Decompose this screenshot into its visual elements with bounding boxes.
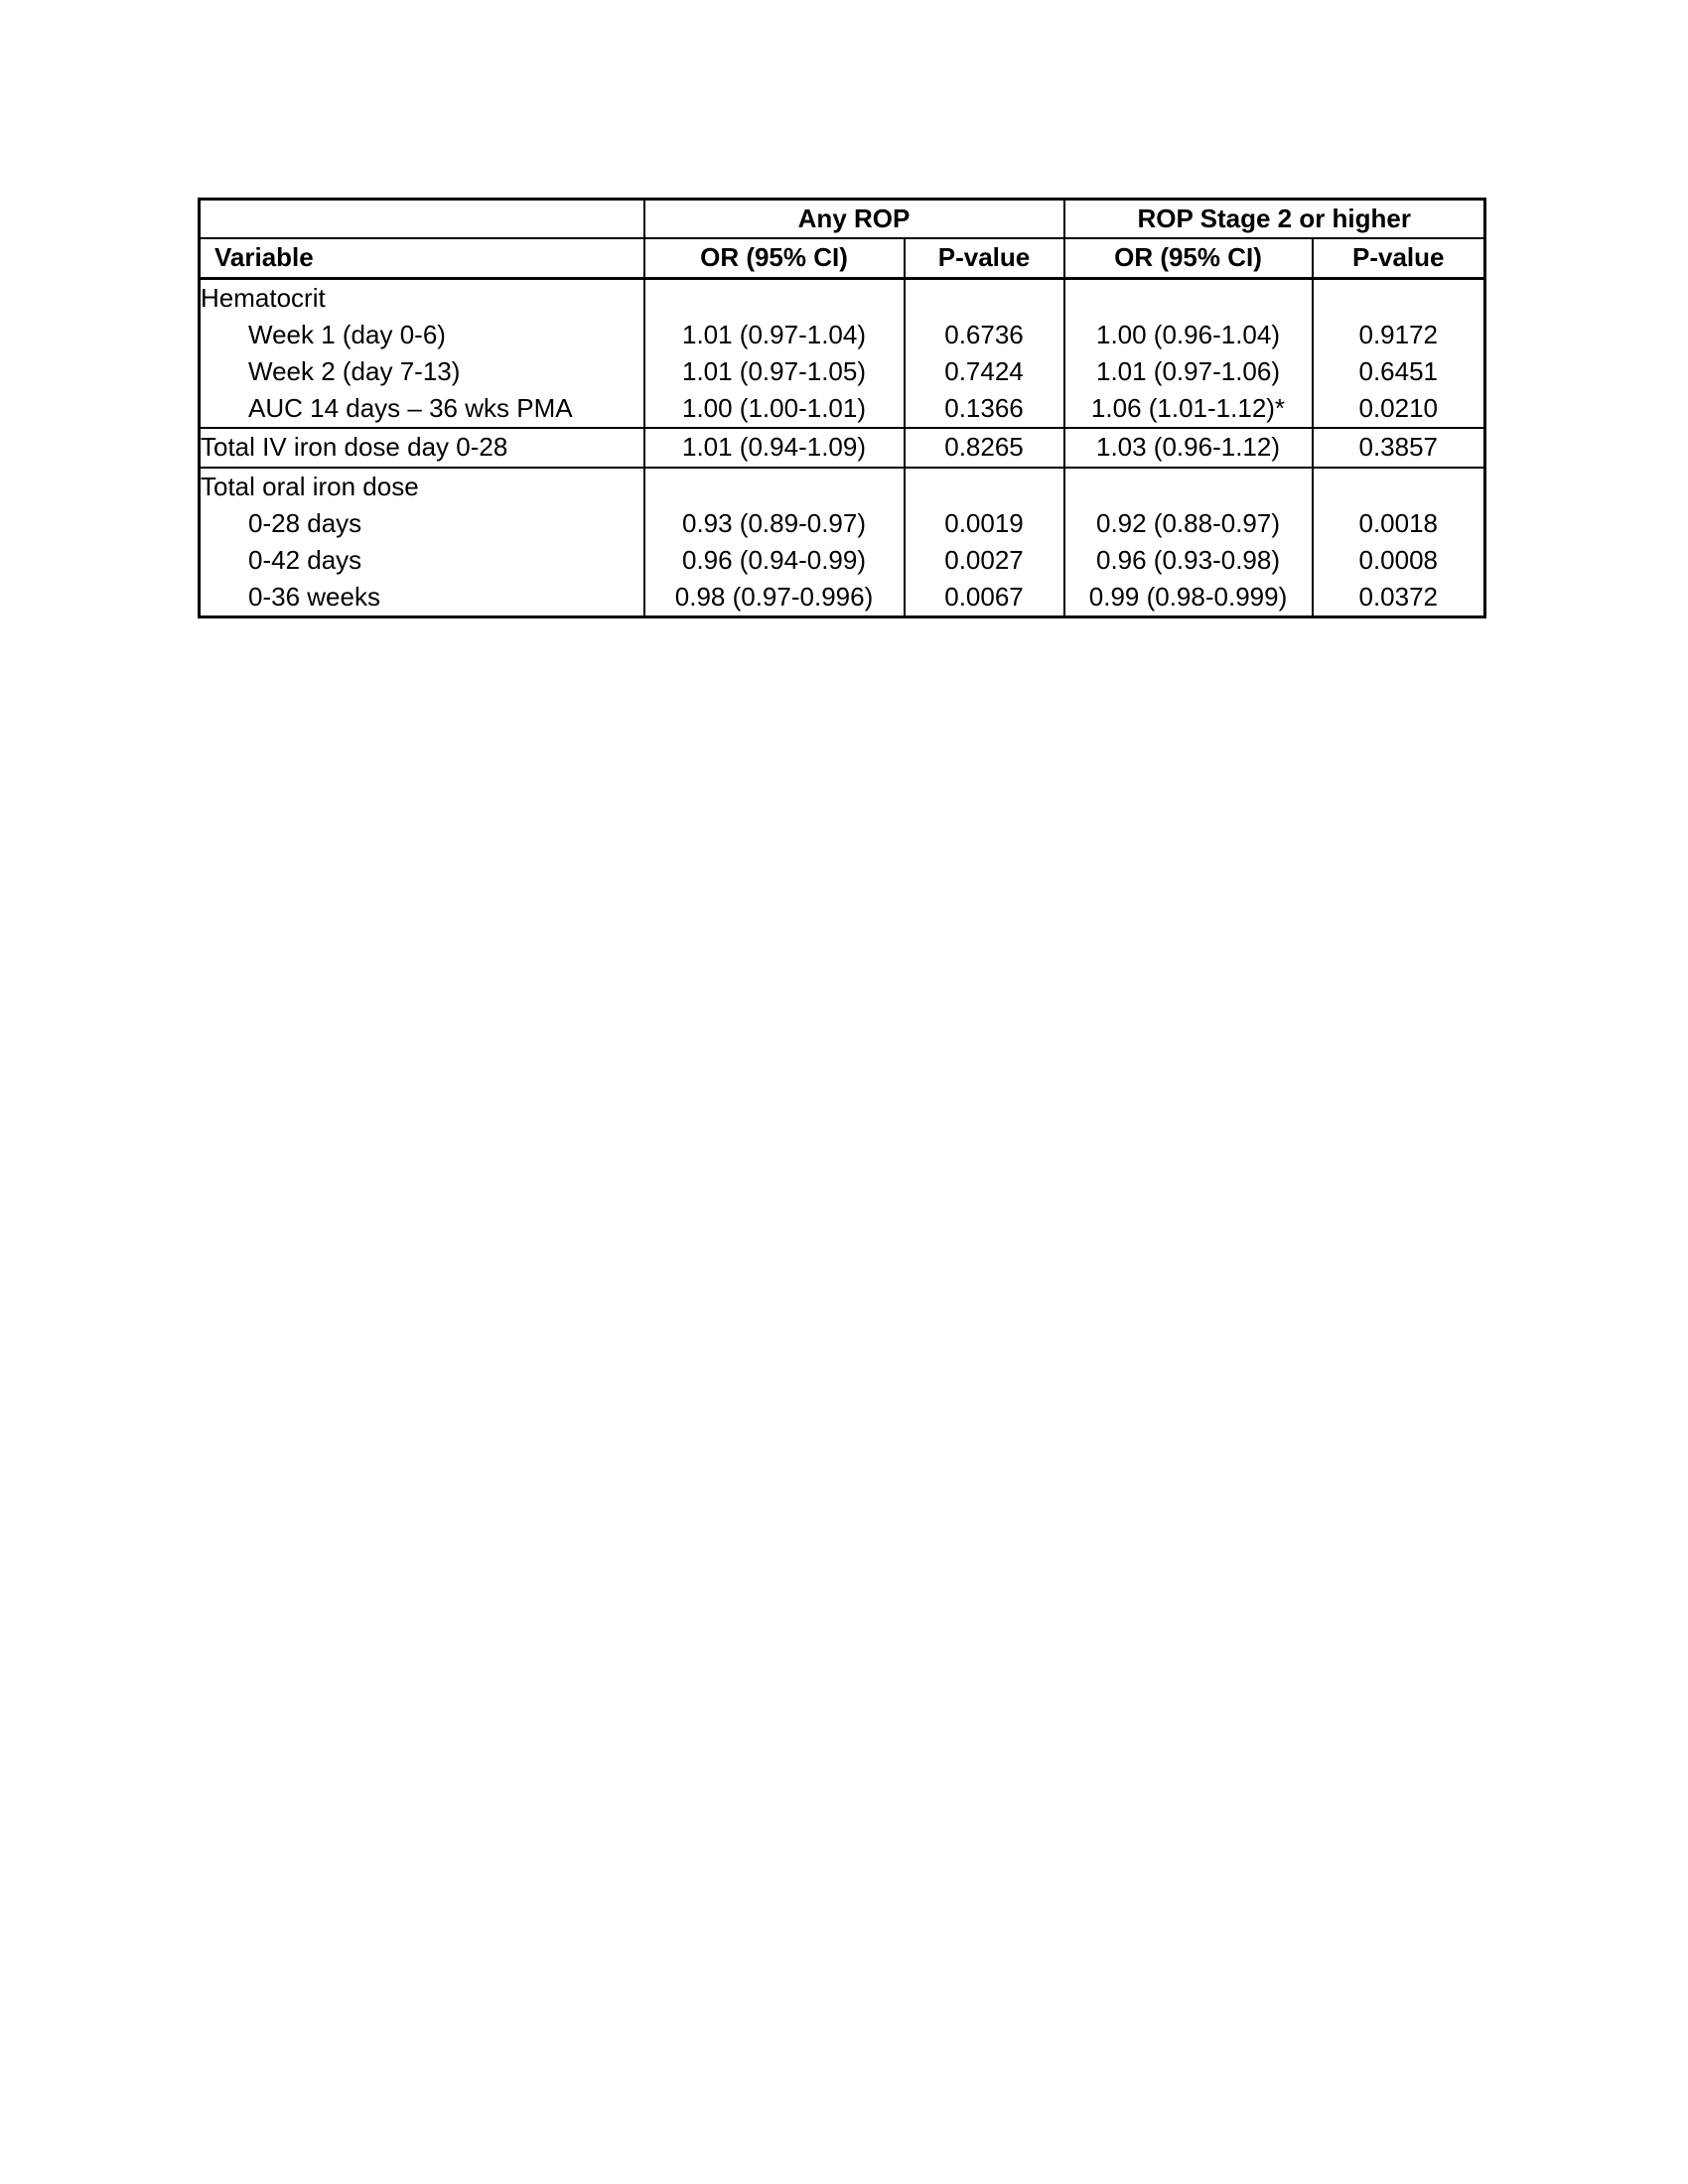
p-any-cell: 0.0027: [905, 542, 1064, 579]
group-header-blank: [200, 200, 644, 239]
row-label: Week 2 (day 7-13): [248, 356, 461, 386]
table-cell: [1064, 279, 1313, 318]
or-any-cell: 1.01 (0.97-1.05): [644, 353, 905, 390]
or-stage2-cell: 1.03 (0.96-1.12): [1064, 428, 1313, 468]
or-stage2-cell: 1.00 (0.96-1.04): [1064, 317, 1313, 353]
or-stage2-cell: 0.92 (0.88-0.97): [1064, 505, 1313, 542]
section-title-hematocrit: Hematocrit: [201, 283, 326, 313]
row-label: 0-42 days: [248, 545, 362, 575]
p-stage2-cell: 0.0008: [1313, 542, 1485, 579]
section-title-oral-iron: Total oral iron dose: [201, 472, 419, 501]
row-label: AUC 14 days – 36 wks PMA: [200, 390, 644, 428]
table-cell: [1313, 279, 1485, 318]
p-stage2-cell: 0.0018: [1313, 505, 1485, 542]
group-header-any-rop: Any ROP: [644, 200, 1064, 239]
column-header-row: [200, 238, 1485, 279]
group-header-row: [200, 200, 1485, 239]
p-any-cell: 0.0067: [905, 579, 1064, 617]
section-title-iv-iron: Total IV iron dose day 0-28: [200, 428, 644, 468]
table-cell: [1313, 468, 1485, 505]
table-cell: [1064, 468, 1313, 505]
table-cell: [905, 468, 1064, 505]
row-label: 0-28 days: [248, 508, 362, 538]
column-header-or-any: OR (95% CI): [644, 238, 905, 279]
or-any-cell: 0.93 (0.89-0.97): [644, 505, 905, 542]
table-cell: [644, 279, 905, 318]
table-row: [200, 505, 1485, 542]
or-stage2-cell: 0.96 (0.93-0.98): [1064, 542, 1313, 579]
group-header-rop-stage2: ROP Stage 2 or higher: [1064, 200, 1485, 239]
p-stage2-cell: 0.0210: [1313, 390, 1485, 428]
table-row: [200, 353, 1485, 390]
or-stage2-cell: 0.99 (0.98-0.999): [1064, 579, 1313, 617]
section-row-hematocrit: [200, 279, 1485, 318]
results-table: [198, 198, 1486, 618]
p-any-cell: 0.6736: [905, 317, 1064, 353]
column-header-or-stage2: OR (95% CI): [1064, 238, 1313, 279]
column-header-p-any: P-value: [905, 238, 1064, 279]
section-row-oral-iron: [200, 468, 1485, 505]
column-header-p-stage2: P-value: [1313, 238, 1485, 279]
p-stage2-cell: 0.3857: [1313, 428, 1485, 468]
table-cell: [644, 468, 905, 505]
p-any-cell: 0.7424: [905, 353, 1064, 390]
p-any-cell: 0.1366: [905, 390, 1064, 428]
or-any-cell: 0.98 (0.97-0.996): [644, 579, 905, 617]
row-label: 0-36 weeks: [248, 582, 380, 612]
column-header-variable: Variable: [200, 238, 644, 279]
or-stage2-cell: 1.06 (1.01-1.12)*: [1064, 390, 1313, 428]
or-any-cell: 1.01 (0.94-1.09): [644, 428, 905, 468]
p-stage2-cell: 0.0372: [1313, 579, 1485, 617]
or-any-cell: 1.00 (1.00-1.01): [644, 390, 905, 428]
or-stage2-cell: 1.01 (0.97-1.06): [1064, 353, 1313, 390]
table-row: [200, 390, 1485, 428]
table-row: [200, 579, 1485, 617]
section-row-iv-iron: [200, 428, 1485, 468]
or-any-cell: 0.96 (0.94-0.99): [644, 542, 905, 579]
table-row: [200, 317, 1485, 353]
or-any-cell: 1.01 (0.97-1.04): [644, 317, 905, 353]
p-any-cell: 0.8265: [905, 428, 1064, 468]
p-stage2-cell: 0.9172: [1313, 317, 1485, 353]
row-label: Week 1 (day 0-6): [248, 320, 446, 349]
p-any-cell: 0.0019: [905, 505, 1064, 542]
table-cell: [905, 279, 1064, 318]
p-stage2-cell: 0.6451: [1313, 353, 1485, 390]
table-row: [200, 542, 1485, 579]
